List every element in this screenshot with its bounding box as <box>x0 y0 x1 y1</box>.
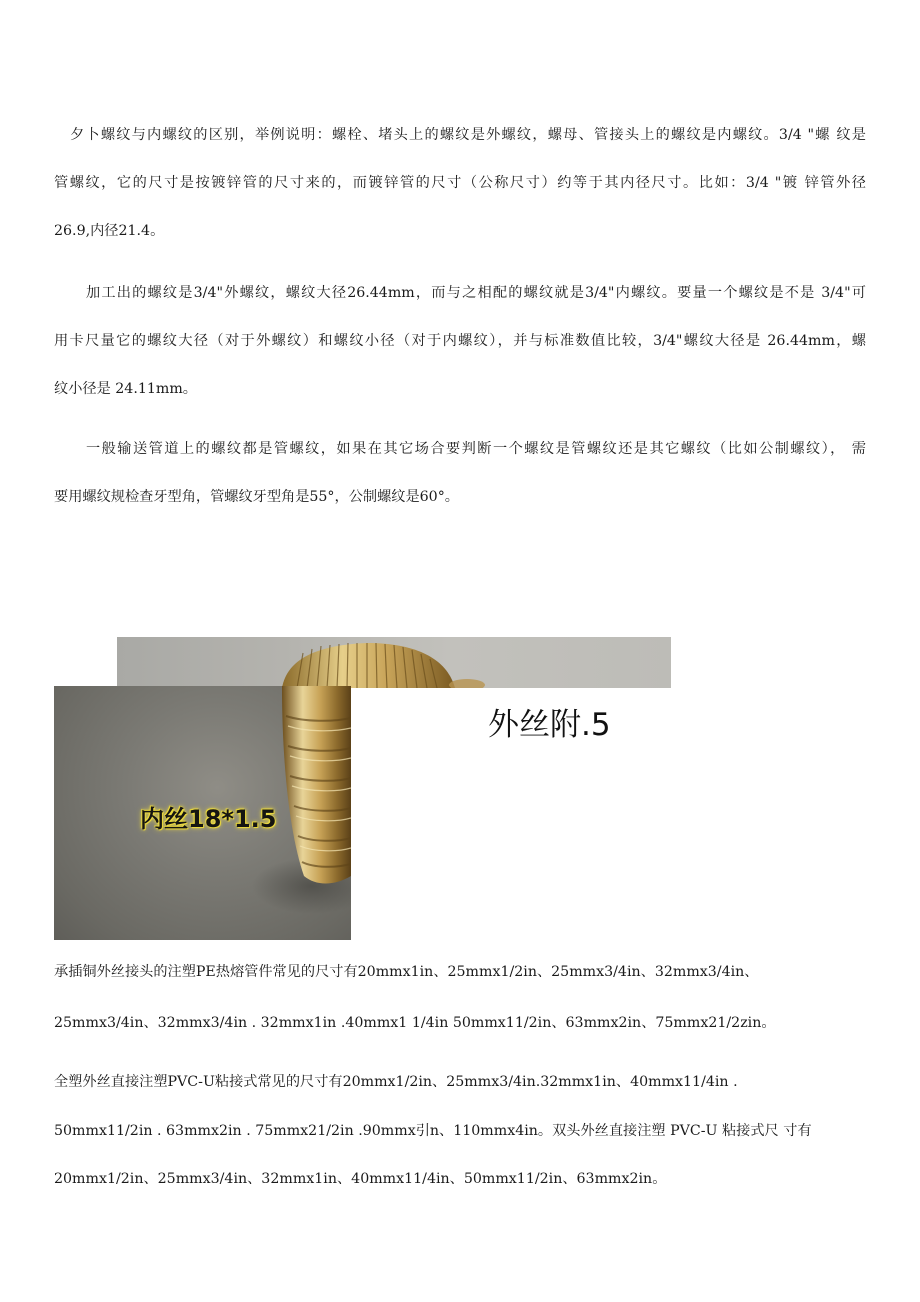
p5-line-2: 50mmx11/2in . 63mmx2in . 75mmx21/2in .90mmx引n、110mmx4in。双头外丝直接注塑 PVC-U 粘接式尺 寸有 <box>54 1123 812 1139</box>
p4-line-2: 25mmx3/4in、32mmx3/4in . 32mmx1in .40mmx1 1/4in 50mmx11/2in、63mmx2in、75mmx21/2zin。 <box>54 1015 776 1031</box>
p2-line-2: 用卡尺量它的螺纹大径（对于外螺纹）和螺纹小径（对于内螺纹），并与标准数值比较，3/4"螺纹大径是 26.44mm，螺 <box>54 333 866 349</box>
p2-line-3: 纹小径是 24.11mm。 <box>54 381 197 397</box>
p3-line-2: 要用螺纹规检查牙型角，管螺纹牙型角是55°，公制螺纹是60°。 <box>54 489 459 505</box>
p2-line-1: 加工出的螺纹是3/4"外螺纹，螺纹大径26.44mm，而与之相配的螺纹就是3/4"内螺纹。要量一个螺纹是不是 3/4"可 <box>86 285 866 301</box>
photo-top-strip <box>117 637 671 688</box>
p1-line-1: 夕卜螺纹与内螺纹的区别，举例说明：螺栓、堵头上的螺纹是外螺纹，螺母、管接头上的螺纹是内螺纹。3/4 "螺 纹是 <box>70 127 866 143</box>
p4-line-1: 承插铜外丝接头的注塑PE热熔管件常见的尺寸有20mmx1in、25mmx1/2in、25mmx3/4in、32mmx3/4in、 <box>54 964 759 980</box>
fitting-photo-figure <box>54 637 671 940</box>
p1-line-3: 26.9,内径21.4。 <box>54 223 165 239</box>
brass-fitting-top-image <box>117 637 671 688</box>
overlay-label: 外丝附.5 <box>488 707 611 743</box>
p5-line-3: 20mmx1/2in、25mmx3/4in、32mmx1in、40mmx11/4in、50mmx11/2in、63mmx2in。 <box>54 1171 667 1187</box>
photo-main-area <box>54 686 351 940</box>
p5-line-1: 全塑外丝直接注塑PVC-U粘接式常见的尺寸有20mmx1/2in、25mmx3/4in.32mmx1in、40mmx11/4in . <box>54 1074 738 1090</box>
p1-line-2: 管螺纹，它的尺寸是按镀锌管的尺寸来的，而镀锌管的尺寸（公称尺寸）约等于其内径尺寸。比如：3/4 "镀 锌管外径 <box>54 175 866 191</box>
photo-caption-label: 内丝18*1.5 <box>140 805 277 833</box>
p3-line-1: 一般输送管道上的螺纹都是管螺纹，如果在其它场合要判断一个螺纹是管螺纹还是其它螺纹（比如公制螺纹）， 需 <box>86 441 866 457</box>
